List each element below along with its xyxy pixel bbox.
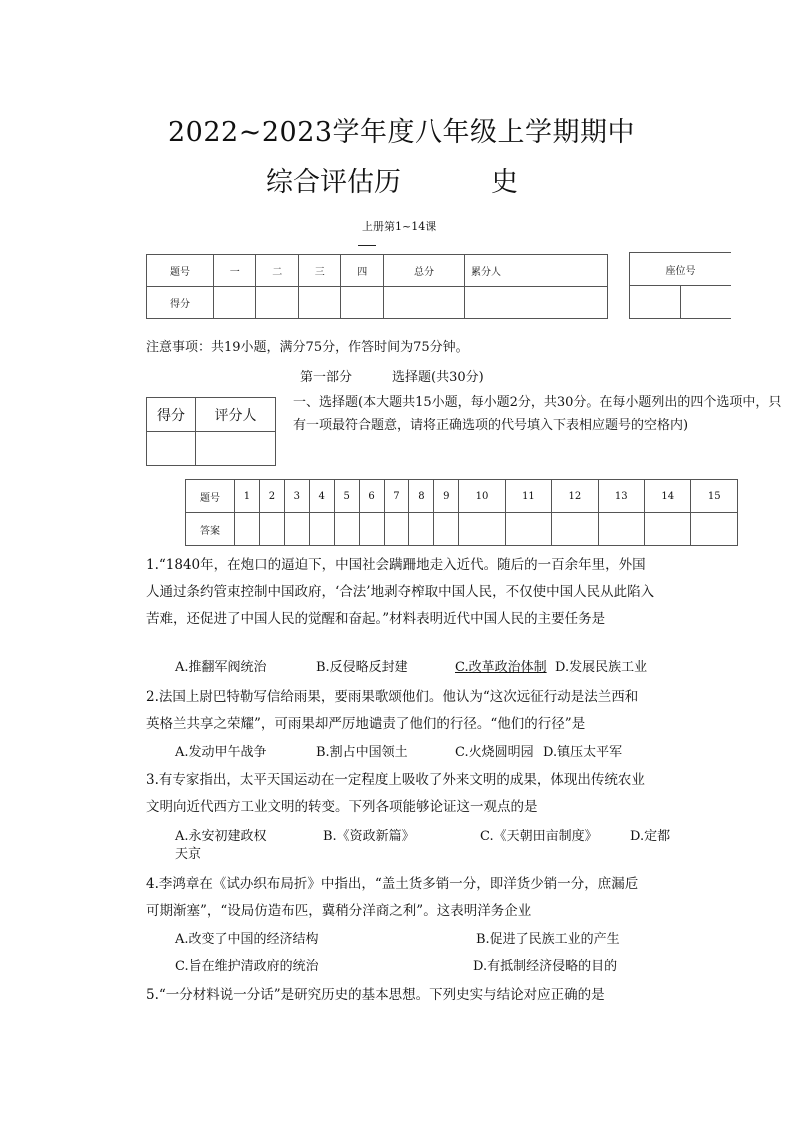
score-table-header-row	[147, 255, 608, 287]
q2-option-a[interactable]: A.发动甲午战争	[175, 745, 267, 760]
question-3-stem: 3.有专家指出，太平天国运动在一定程度上吸收了外来文明的成果，体现出传统农业文明向近代西方工业文明的转变。下列各项能够论证这一观点的是	[146, 772, 645, 815]
score-header-cell: 题号	[147, 255, 214, 287]
answer-row	[186, 513, 738, 546]
score-cell[interactable]	[214, 287, 256, 319]
q2-option-c[interactable]: C.火烧圆明园	[455, 745, 534, 760]
answer-header-label: 题号	[186, 480, 235, 513]
answer-cell[interactable]	[334, 513, 359, 546]
question-1-stem: 1.“1840年，在炮口的逼迫下，中国社会蹒跚地走入近代。随后的一百余年里，外国人通过条约管束控制中国政府，‘合法’地剥夺榨取中国人民，不仅使中国人民从此陷入苦难，还促进了中国人民的觉醒和奋起。”材料表明近代中国人民的主要任务是	[146, 557, 655, 627]
part-label: 第一部分	[300, 370, 353, 385]
q4-option-d[interactable]: D.有抵制经济侵略的目的	[473, 959, 618, 974]
scope-underline	[358, 245, 376, 246]
q3-option-d[interactable]: D.定都	[630, 829, 671, 844]
answer-cell[interactable]	[598, 513, 644, 546]
question-number: 9	[434, 480, 459, 513]
seat-table	[629, 252, 731, 319]
question-number: 8	[409, 480, 434, 513]
subtitle-part-2: 史	[491, 167, 518, 198]
exam-scope: 上册第1~14课	[362, 220, 437, 233]
question-number: 1	[235, 480, 260, 513]
question-number: 6	[359, 480, 384, 513]
q2-option-b[interactable]: B.割占中国领土	[316, 745, 408, 760]
q3-option-d-wrap: 天京	[175, 847, 202, 862]
answer-cell[interactable]	[459, 513, 505, 546]
question-5-stem: 5.“一分材料说一分话”是研究历史的基本思想。下列史实与结论对应正确的是	[146, 987, 605, 1003]
answer-cell[interactable]	[235, 513, 260, 546]
part-name: 选择题(共30分)	[392, 370, 484, 385]
score-cell[interactable]	[298, 287, 340, 319]
q3-option-b[interactable]: B.《资政新篇》	[323, 829, 415, 844]
q3-option-c[interactable]: C.《天朝田亩制度》	[480, 829, 598, 844]
question-number: 7	[384, 480, 409, 513]
score-header-cell: 二	[256, 255, 298, 287]
score-cell[interactable]	[256, 287, 298, 319]
question-number: 13	[598, 480, 644, 513]
question-number: 14	[644, 480, 690, 513]
exam-title: 2022~2023学年度八年级上学期期中	[168, 117, 636, 148]
grader-score-cell[interactable]	[147, 432, 196, 466]
score-table-score-row	[147, 287, 608, 319]
answer-row-label: 答案	[186, 513, 235, 546]
notice-text: 注意事项：共19小题，满分75分，作答时间为75分钟。	[146, 340, 469, 355]
q3-option-a[interactable]: A.永安初建政权	[175, 829, 267, 844]
answer-cell[interactable]	[409, 513, 434, 546]
q4-option-b[interactable]: B.促进了民族工业的产生	[476, 932, 620, 947]
answer-cell[interactable]	[644, 513, 690, 546]
question-number: 11	[505, 480, 551, 513]
answer-cell[interactable]	[505, 513, 551, 546]
question-number: 10	[459, 480, 505, 513]
answer-cell[interactable]	[259, 513, 284, 546]
q2-option-d[interactable]: D.镇压太平军	[543, 745, 623, 760]
answer-cell[interactable]	[359, 513, 384, 546]
score-header-cell: 一	[214, 255, 256, 287]
seat-cell[interactable]	[681, 286, 732, 319]
grader-box	[146, 397, 276, 466]
score-header-cell: 累分人	[465, 255, 608, 287]
q1-option-c[interactable]: C.改革政治体制	[455, 660, 547, 675]
answer-cell[interactable]	[309, 513, 334, 546]
question-4-stem: 4.李鸿章在《试办织布局折》中指出，“盖土货多销一分，即洋货少销一分，庶漏卮可期渐塞”，“设局仿造布匹，冀稍分洋商之利”。这表明洋务企业	[146, 876, 639, 919]
score-table	[146, 254, 608, 319]
seat-cell[interactable]	[630, 286, 681, 319]
part-heading	[300, 366, 484, 385]
q4-option-a[interactable]: A.改变了中国的经济结构	[175, 932, 319, 947]
question-number: 5	[334, 480, 359, 513]
answer-cell[interactable]	[691, 513, 738, 546]
question-number: 12	[552, 480, 598, 513]
answer-cell[interactable]	[384, 513, 409, 546]
answer-cell[interactable]	[284, 513, 309, 546]
q1-option-b[interactable]: B.反侵略反封建	[316, 660, 408, 675]
score-cell[interactable]	[341, 287, 383, 319]
question-number: 2	[259, 480, 284, 513]
answer-number-row	[186, 480, 738, 513]
score-header-cell: 总分	[383, 255, 464, 287]
score-header-cell: 四	[341, 255, 383, 287]
score-cell[interactable]	[383, 287, 464, 319]
score-header-cell: 三	[298, 255, 340, 287]
q1-option-a[interactable]: A.推翻军阀统治	[175, 660, 267, 675]
section-instructions: 一、选择题(本大题共15小题，每小题2分，共30分。在每小题列出的四个选项中，只有一项最符合题意，请将正确选项的代号填入下表相应题号的空格内)	[293, 395, 782, 433]
grader-name-label: 评分人	[196, 398, 276, 432]
grader-score-label: 得分	[147, 398, 196, 432]
score-row-label: 得分	[147, 287, 214, 319]
answer-cell[interactable]	[434, 513, 459, 546]
answer-cell[interactable]	[552, 513, 598, 546]
exam-subtitle	[266, 160, 518, 199]
q4-option-c[interactable]: C.旨在维护清政府的统治	[175, 959, 319, 974]
question-number: 4	[309, 480, 334, 513]
question-2-stem: 2.法国上尉巴特勒写信给雨果，要雨果歌颂他们。他认为“这次远征行动是法兰西和英格兰共享之荣耀”，可雨果却严厉地谴责了他们的行径。“他们的行径”是	[146, 689, 639, 732]
subtitle-part-1: 综合评估历	[266, 167, 401, 198]
grader-name-cell[interactable]	[196, 432, 276, 466]
question-number: 15	[691, 480, 738, 513]
question-number: 3	[284, 480, 309, 513]
answer-table	[185, 479, 738, 546]
seat-label: 座位号	[630, 253, 732, 286]
q1-option-d[interactable]: D.发展民族工业	[555, 660, 648, 675]
score-cell[interactable]	[465, 287, 608, 319]
